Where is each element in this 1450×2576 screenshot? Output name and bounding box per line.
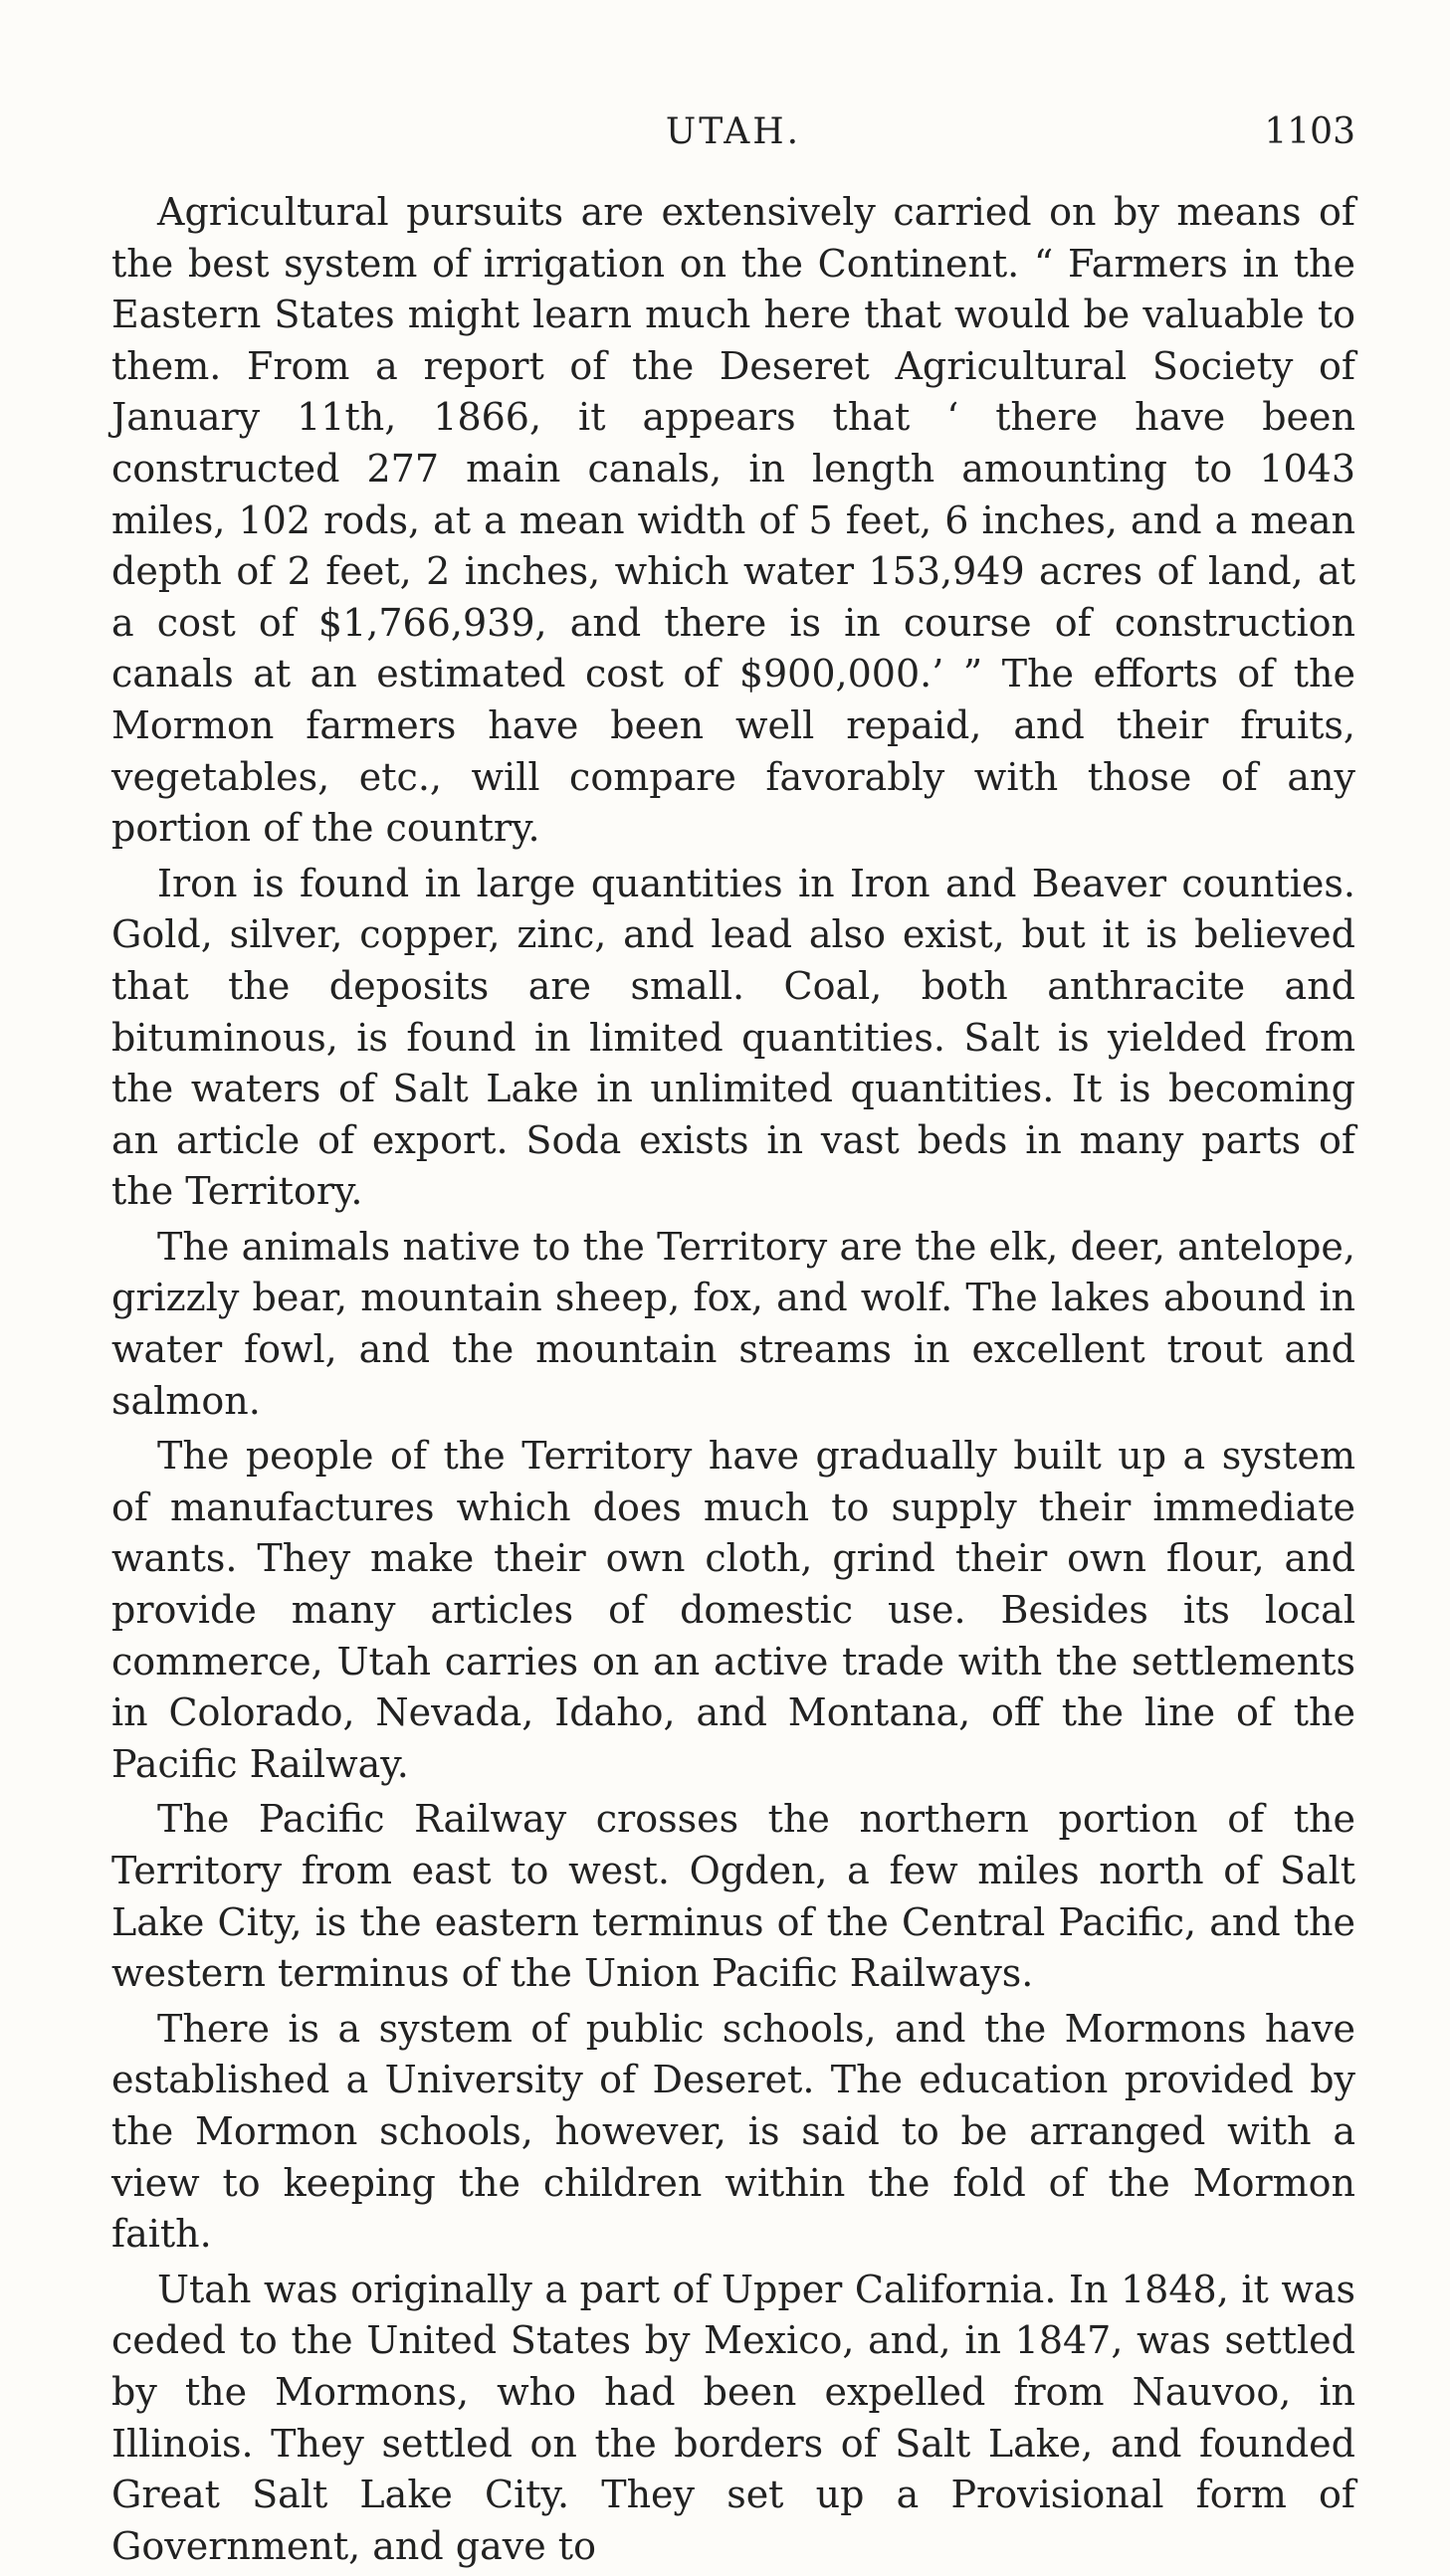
body-text — [111, 187, 1355, 2572]
paragraph-minerals: Iron is found in large quantities in Iron and Beaver counties. Gold, silver, copper, zinc, and lead also exist, but it is believed that the deposits are small. Coal, both anthracite and bituminous, is found in limited quantities. Salt is yielded from the waters of Salt Lake in unlimited quantities. It is becoming an article of export. Soda exists in vast beds in many parts of the Territory. — [111, 861, 1355, 1214]
paragraph-history: Utah was originally a part of Upper California. In 1848, it was ceded to the United States by Mexico, and, in 1847, was settled by the Mormons, who had been expelled from Nauvoo, in Illinois. They settled on the borders of Salt Lake, and founded Great Salt Lake City. They set up a Provisional form of Government, and gave to — [111, 2267, 1355, 2568]
paragraph-animals: The animals native to the Territory are the elk, deer, antelope, grizzly bear, mountain sheep, fox, and wolf. The lakes abound in water fowl, and the mountain streams in excellent trout and salmon. — [111, 1224, 1355, 1423]
paragraph-agriculture: Agricultural pursuits are extensively carried on by means of the best system of irrigation on the Continent. “ Farmers in the Eastern States might learn much here that would be valuable to them. From a report of the Deseret Agricultural Society of January 11th, 1866, it appears that ‘ there have been constructed 277 main canals, in length amounting to 1043 miles, 102 rods, at a mean width of 5 feet, 6 inches, and a mean depth of 2 feet, 2 inches, which water 153,949 acres of land, at a cost of $1,766,939, and there is in course of construction canals at an estimated cost of $900,000.’ ” The efforts of the Mormon farmers have been well repaid, and their fruits, vegetables, etc., will compare favorably with those of any portion of the country. — [111, 190, 1355, 851]
running-head — [111, 111, 1355, 165]
paragraph-manufactures: The people of the Territory have gradually built up a system of manufactures which does much to supply their immediate wants. They make their own cloth, grind their own flour, and provide many articles of domestic use. Besides its local commerce, Utah carries on an active trade with the settlements in Colorado, Nevada, Idaho, and Montana, off the line of the Pacific Railway. — [111, 1434, 1355, 1786]
page-number: 1103 — [1264, 111, 1355, 152]
page-title: UTAH. — [665, 111, 802, 152]
book-page — [111, 111, 1355, 2576]
paragraph-schools: There is a system of public schools, and the Mormons have established a University of Deseret. The education provided by the Mormon schools, however, is said to be arranged with a view to keeping the children within the fold of the Mormon faith. — [111, 2006, 1355, 2257]
paragraph-railway: The Pacific Railway crosses the northern portion of the Territory from east to west. Ogden, a few miles north of Salt Lake City, is the eastern terminus of the Central Pacific, and the western terminus of the Union Pacific Railways. — [111, 1797, 1355, 1996]
